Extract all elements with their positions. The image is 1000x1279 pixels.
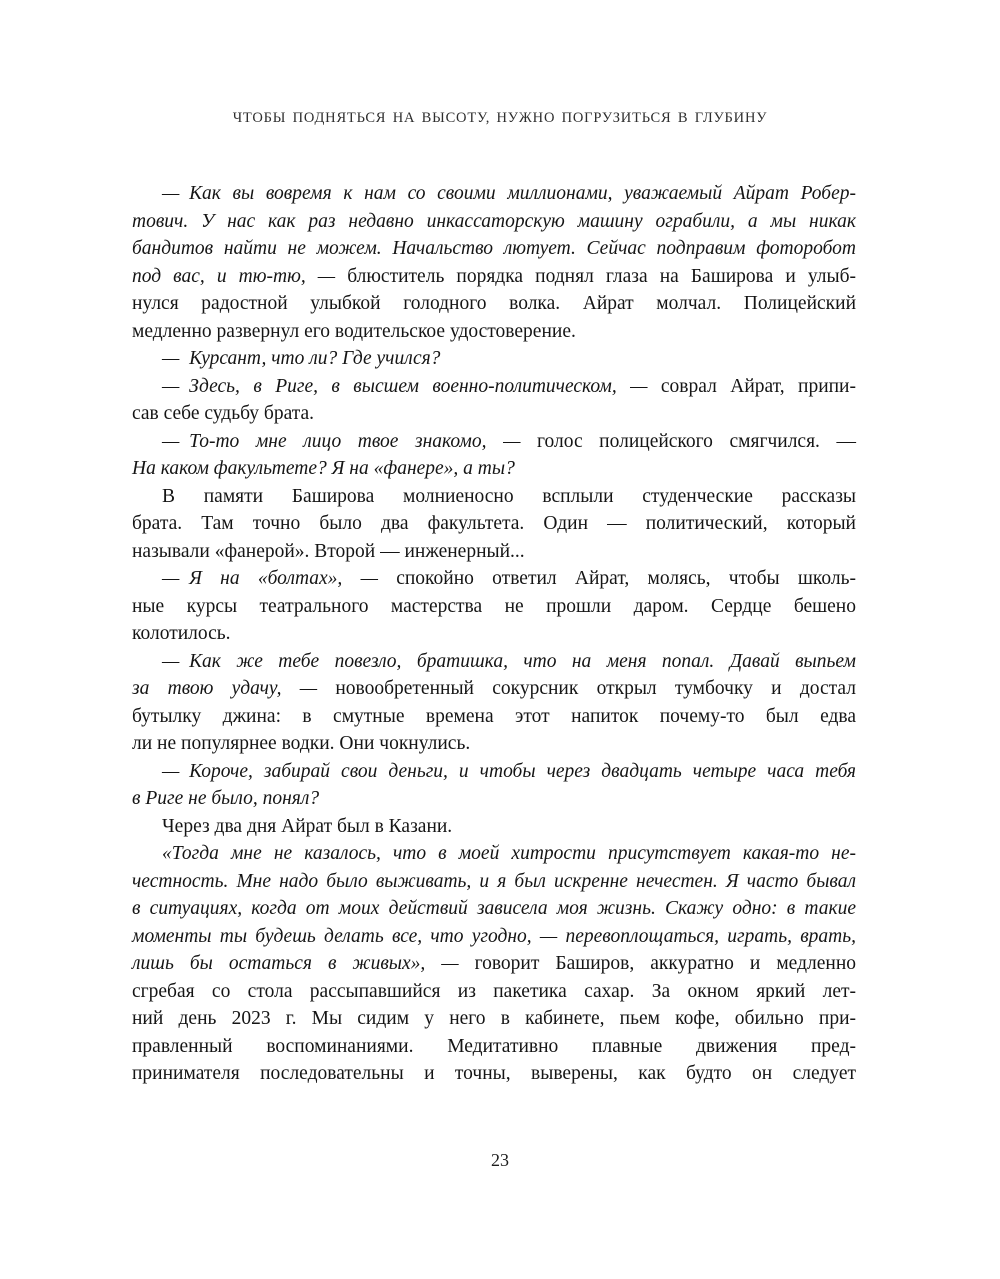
text-line [132,455,856,483]
italic-segment: — Курсант, что ли? Где учился? [162,348,441,369]
text-line [132,510,856,538]
regular-segment: сав себе судьбу брата. [132,403,315,424]
text-line [132,758,856,786]
italic-segment: честность. Мне надо было выживать, и я был искренне нечестен. Я часто бывал [132,870,856,892]
italic-segment: «Тогда мне не казалось, что в моей хитрости присутствует какая-то не- [162,843,856,864]
text-line [132,428,856,456]
text-line [132,868,856,896]
text-line [132,950,856,978]
italic-segment: — Я на «болтах», — [162,568,397,589]
text-line [132,180,856,208]
text-line [132,730,856,758]
italic-segment: На каком факультете? Я на «фанере», а ты? [132,458,515,479]
text-line [132,593,856,621]
italic-segment: — Здесь, в Риге, в высшем военно-политическом, — [162,375,661,397]
italic-segment: моменты ты будешь делать все, что угодно, — перевоплощаться, играть, врать, [132,925,856,947]
text-line [132,978,856,1006]
paragraph [132,428,856,483]
paragraph [132,758,856,813]
italic-segment: под вас, и тю-тю, — [132,265,348,287]
regular-segment: ли не популярнее водки. Они чокнулись. [132,733,471,754]
italic-segment: — То-то мне лицо твое знакомо, — [162,430,537,452]
text-line [132,1060,856,1088]
text-line [132,648,856,676]
text-line [132,538,856,566]
paragraph [132,813,856,841]
text-line [132,483,856,511]
regular-segment: сгребая со стола рассыпавшийся из пакетика сахар. За окном яркий лет- [132,980,856,1002]
regular-segment: В памяти Баширова молниеносно всплыли студенческие рассказы [162,485,856,507]
regular-segment: голос полицейского смягчился. — [536,430,856,452]
text-line [132,1005,856,1033]
text-line [132,813,856,841]
regular-segment: спокойно ответил Айрат, молясь, чтобы школь- [396,568,856,589]
regular-segment: брата. Там точно было два факультета. Один — политический, который [132,513,856,534]
paragraph [132,180,856,345]
regular-segment: называли «фанерой». Второй — инженерный... [132,540,525,562]
regular-segment: нулся радостной улыбкой голодного волка. Айрат молчал. Полицейский [132,293,856,314]
regular-segment: медленно развернул его водительское удостоверение. [132,320,576,342]
page-number: 23 [491,1150,509,1170]
text-line [132,1033,856,1061]
regular-segment: ные курсы театрального мастерства не прошли даром. Сердце бешено [132,595,856,617]
italic-segment: — Как же тебе повезло, братишка, что на меня попал. Давай выпьем [162,650,856,672]
regular-segment: ний день 2023 г. Мы сидим у него в кабинете, пьем кофе, обильно при- [132,1008,856,1029]
italic-segment: в Риге не было, понял? [132,788,320,809]
text-line [132,208,856,236]
paragraph [132,483,856,566]
text-line [132,565,856,593]
regular-segment: новообретенный сокурсник открыл тумбочку и достал [335,678,856,699]
text-line [132,840,856,868]
text-line [132,895,856,923]
italic-segment: бандитов найти не можем. Начальство лютует. Сейчас подправим фоторобот [132,238,856,259]
italic-segment: в ситуациях, когда от моих действий зависела моя жизнь. Скажу одно: в такие [132,898,856,919]
text-line [132,235,856,263]
regular-segment: принимателя последовательны и точны, выверены, как будто он следует [132,1063,856,1084]
regular-segment: колотилось. [132,623,231,644]
body-text [132,180,856,1088]
regular-segment: говорит Баширов, аккуратно и медленно [474,953,857,974]
regular-segment: блюститель порядка поднял глаза на Баширова и улыб- [347,265,856,287]
text-line [132,318,856,346]
paragraph [132,345,856,373]
regular-segment: соврал Айрат, припи- [660,375,856,397]
text-line [132,675,856,703]
italic-segment: — Короче, забирай свои деньги, и чтобы через двадцать четыре часа тебя [162,760,856,782]
text-line [132,263,856,291]
text-line [132,923,856,951]
italic-segment: лишь бы остаться в живых», — [132,953,475,974]
text-line [132,620,856,648]
text-line [132,785,856,813]
paragraph [132,373,856,428]
italic-segment: за твою удачу, — [132,678,336,699]
text-line [132,290,856,318]
regular-segment: Через два дня Айрат был в Казани. [162,815,453,837]
paragraph [132,840,856,1088]
paragraph [132,565,856,648]
italic-segment: — Как вы вовремя к нам со своими миллионами, уважаемый Айрат Робер- [162,183,856,204]
text-line [132,373,856,401]
running-header: ЧТОБЫ ПОДНЯТЬСЯ НА ВЫСОТУ, НУЖНО ПОГРУЗИТЬСЯ В ГЛУБИНУ [232,110,768,126]
regular-segment: правленный воспоминаниями. Медитативно плавные движения пред- [132,1035,856,1057]
paragraph [132,648,856,758]
italic-segment: тович. У нас как раз недавно инкассаторскую машину ограбили, а мы никак [132,210,856,232]
text-line [132,345,856,373]
text-line [132,400,856,428]
text-line [132,703,856,731]
regular-segment: бутылку джина: в смутные времена этот напиток почему-то был едва [132,705,856,727]
